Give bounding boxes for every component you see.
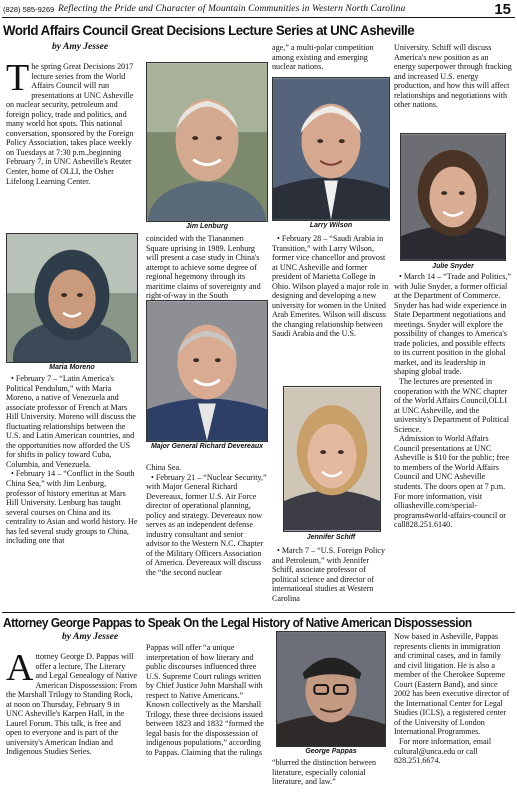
article2-col1 <box>6 652 138 800</box>
paragraph-schiff-cont: University. Schiff will discuss America's new position as an energy superpower through fracking and increased U.S. energy production, and how this will affect relationships and negotiations with other nations. <box>394 43 512 110</box>
photo-maria-moreno <box>6 233 138 363</box>
article1-col3-top <box>272 43 390 74</box>
photo-richard-devereaux <box>146 300 268 442</box>
paragraph-moreno: • February 7 – “Latin America's Political Pendulum,” with Maria Moreno, a native of Venezuela and associate professor of French at Mars Hill University. Moreno will discuss the fluctuating relationships between the U.S. and Latin American countries, and the opportunities now afforded the US for shifts in policy toward Cuba, Columbia, and Venezuela. <box>6 374 136 469</box>
caption-julie-snyder: Julie Snyder <box>432 263 474 270</box>
article2-col4 <box>394 632 512 800</box>
article1-col3-bottom <box>272 546 390 609</box>
article1-headline: World Affairs Council Great Decisions Lecture Series at UNC Asheville <box>3 23 415 38</box>
article2-col2 <box>146 643 268 800</box>
article1-byline: by Amy Jessee <box>52 42 109 52</box>
page-header <box>0 2 517 18</box>
caption-maria-moreno: Maria Moreno <box>49 364 95 371</box>
caption-jim-lenburg: Jim Lenburg <box>185 223 228 230</box>
paragraph-contact: For more information, email cultural@unca.edu or call 828.251.6674. <box>394 737 492 766</box>
header-tagline: Reflecting the Pride and Character of Mountain Communities in Western North Carolina <box>58 4 406 14</box>
article2-byline: by Amy Jessee <box>62 632 119 642</box>
article1-col1-bottom <box>6 374 138 608</box>
paragraph-pappas-bio: Now based in Asheville, Pappas represents clients in immigration and criminal cases, and in family and civil litigation. He is also a member of the Cherokee Supreme Court (Eastern Band), and since 2002 has been executive director of the International Center for Legal Studies (ICLS), a registered center of the University of London International Programmes. <box>394 632 510 737</box>
article1-col1-top <box>6 62 138 232</box>
article2-intro-paragraph: Attorney George D. Pappas will offer a lecture, The Literary and Legal Genealogy of Native American Dispossession: From the Marshall Trilogy to Standing Rock, at noon on Thursday, February 9 in UNC Asheville's Karpen Hall, in the Laurel Forum. This talk, is free and open to everyone and is part of the university's American Indian and Indigenous Studies Series. <box>6 652 138 757</box>
portrait-image <box>273 78 389 220</box>
paragraph-lenburg: • February 14 – “Conflict in the South China Sea,” with Jim Lenburg, professor of history emeritus at Mars Hill University. Lenburg has taught several courses on China and its centrality to Asian and world history. He has led several study groups to China, including one that <box>6 469 138 546</box>
article2-col3 <box>272 758 390 800</box>
caption-larry-wilson: Larry Wilson <box>309 222 353 229</box>
paragraph-marshall-trilogy: Pappas will offer “a unique interpretation of how literary and public discourses influenced three U.S. Supreme Court rulings written by Chief Justice John Marshall with respect to Native Americans.” Known collectively as the Marshall Trilogy, these three decisions issued between 1823 and 1832 “formed the legal basis for the dispossession of indigenous populations,” according to Pappas. Claiming that the rulings <box>146 643 264 758</box>
header-phone: (828) 585-9269 <box>3 5 55 14</box>
drop-cap: T <box>6 62 30 99</box>
caption-george-pappas: George Pappas <box>305 748 357 755</box>
article-divider <box>2 612 515 613</box>
paragraph-snyder: • March 14 – “Trade and Politics,” with Julie Snyder, a former official at the Department of Commerce. Snyder has had wide experience in State Department negotiations and meetings. Snyder will explore the possibility of changes to America's trade policies, and possible effects to its current position in the global market, and its leadership in shaping global trade. <box>394 272 512 377</box>
page-number: 15 <box>494 1 511 18</box>
paragraph-lenburg-cont: coincided with the Tiananmen Square uprising in 1989. Lenburg will present a case study in China's attempt to achieve some degree of regional hegemony through its maritime claims of sovereignty and right-of-way in the South <box>146 234 261 300</box>
portrait-image <box>284 387 380 531</box>
article1-col4-top <box>394 43 512 131</box>
paragraph-admission: Admission to World Affairs Council presentations at UNC Asheville is $10 for the public; free to members of the World Affairs Council and UNC Asheville students. The doors open at 7 p.m. For more information, visit olliasheville.com/special-programs#world-affairs-council or call828.251.6140. <box>394 434 510 530</box>
article2-headline: Attorney George Pappas to Speak On the Legal History of Native American Dispossession <box>3 616 472 630</box>
caption-richard-devereaux: Major General Richard Devereaux <box>150 443 264 450</box>
paragraph-schiff: • March 7 – “U.S. Foreign Policy and Petroleum,” with Jennifer Schiff, associate professor of political science and director of international studies at Western Carolina <box>272 546 386 603</box>
header-rule <box>2 17 515 18</box>
article1-col2-bottom <box>146 463 268 609</box>
drop-cap: A <box>6 652 34 689</box>
portrait-image <box>147 301 267 441</box>
paragraph-cooperation: The lectures are presented in cooperation with the WNC chapter of the World Affairs Council,OLLI at UNC Asheville, and the university's Department of Political Science. <box>394 377 509 434</box>
article1-intro-paragraph: The spring Great Decisions 2017 lecture series from the World Affairs Council will run presentations at UNC Asheville on nuclear security, petroleum and foreign policy, trade and politics, and many world hot spots. This national conversation, sponsored by the Foreign Policy Association, takes place weekly on Tuesdays at 7:30 p.m.,beginning February 7, in UNC Asheville's Reuter Center, home of OLLI, the Osher Lifelong Learning Center. <box>6 62 134 186</box>
paragraph-nuclear-age: age,” a multi-polar competition among existing and emerging nuclear nations. <box>272 43 374 72</box>
photo-jim-lenburg <box>146 62 268 222</box>
photo-george-pappas <box>276 631 386 747</box>
paragraph-blurred-distinction: “blurred the distinction between literature, especially colonial literature, and law.” <box>272 758 377 787</box>
portrait-image <box>401 134 505 260</box>
portrait-image <box>277 632 385 746</box>
photo-julie-snyder <box>400 133 506 261</box>
portrait-image <box>147 63 267 221</box>
paragraph-wilson: • February 28 – “Saudi Arabia in Transition,” with Larry Wilson, former vice chancellor and provost at UNC Asheville and former president of Marietta College in Ohio. Wilson played a major role in designing and developing a new university for women in the United Arab Emerites. Wilson will discuss the changing relationship between Saudi Arabia and the U.S. <box>272 234 389 339</box>
photo-larry-wilson <box>272 77 390 221</box>
article1-col2-top <box>146 234 268 300</box>
photo-jennifer-schiff <box>283 386 381 532</box>
caption-jennifer-schiff: Jennifer Schiff <box>306 534 356 541</box>
portrait-image <box>7 234 137 362</box>
paragraph-china-sea: China Sea. <box>146 463 182 472</box>
article1-col3-mid <box>272 234 390 386</box>
paragraph-devereaux: • February 21 – “Nuclear Security,” with Major General Richard Devereaux, former U.S. Air Force director of operational planning, policy and strategy. Devereaux now serves as an independent defense industry consultant and senior advisor to the Western N.C. Chapter of the Military Officers Association of America. Devereaux will discuss the “the second nuclear <box>146 472 267 578</box>
article1-col4-bottom <box>394 272 512 610</box>
